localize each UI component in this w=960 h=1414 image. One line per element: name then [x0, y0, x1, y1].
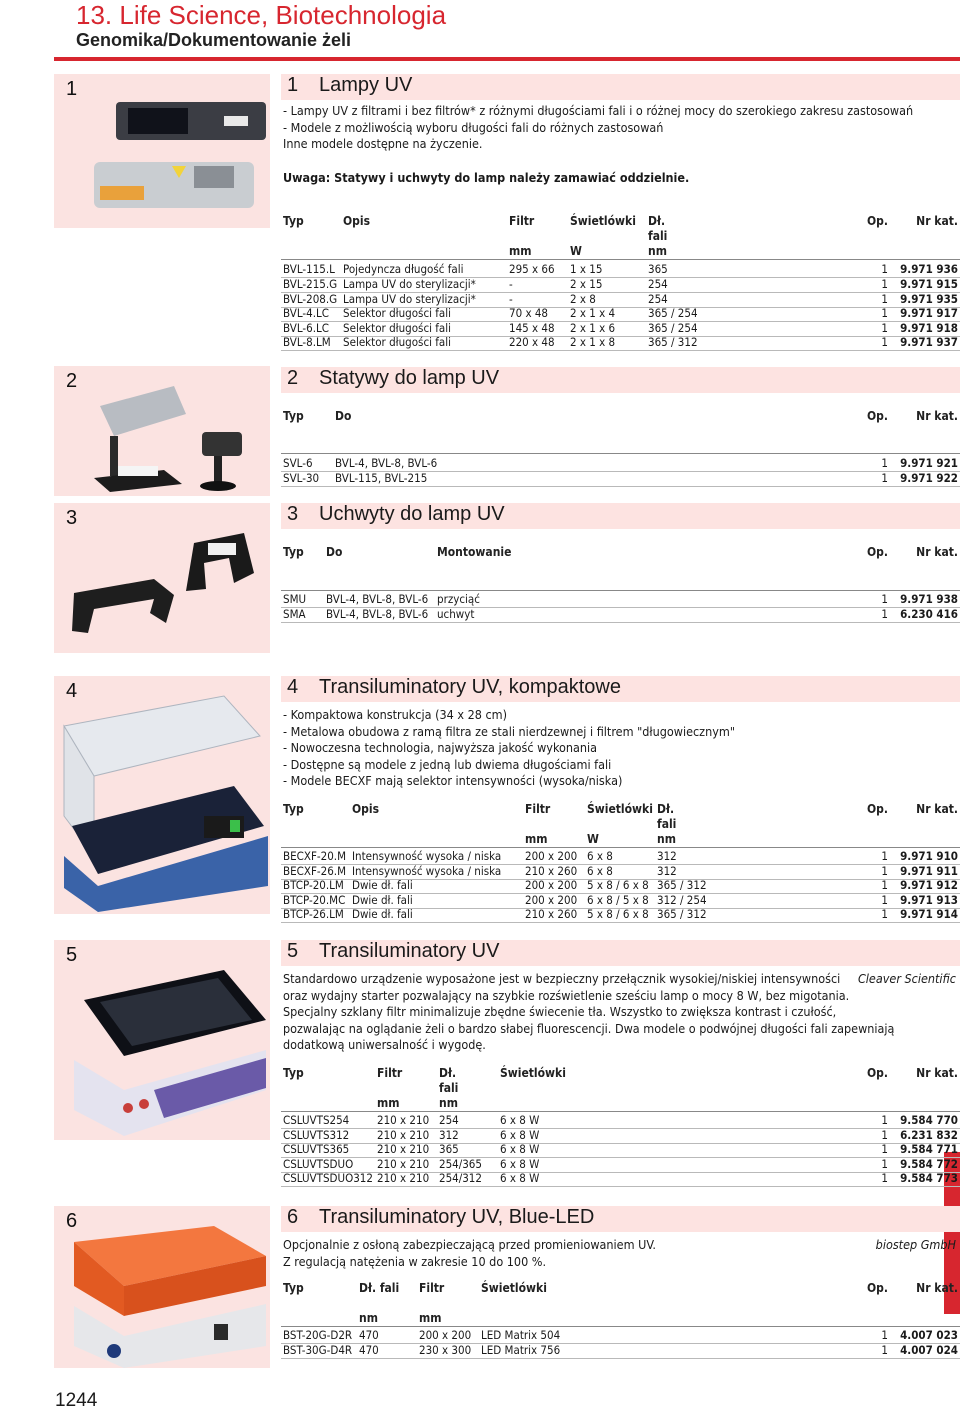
section-3-header	[281, 503, 960, 529]
table-row	[281, 471, 960, 487]
cell-filtr: 295 x 66	[509, 262, 555, 276]
cell-catalog-no: 4.007 023	[900, 1328, 958, 1342]
cell-op: 1	[881, 335, 888, 349]
table-row	[281, 277, 960, 293]
cell-op: 1	[881, 292, 888, 306]
col-header: fali	[439, 1081, 459, 1095]
cell-do: BVL-115, BVL-215	[335, 471, 428, 485]
text-line: Standardowo urządzenie wyposażone jest w bezpieczny przełącznik wysokiej/niskiej intensywności	[283, 971, 841, 986]
cell-wavelength: 254/365	[439, 1157, 482, 1171]
cell-typ: BECXF-20.M	[283, 849, 347, 863]
cell-do: BVL-4, BVL-8, BVL-6	[335, 456, 438, 470]
cell-typ: BVL-8.LM	[283, 335, 331, 349]
cell-catalog-no: 9.971 915	[900, 277, 958, 291]
col-header: Typ	[283, 409, 304, 423]
cell-lamps: 5 x 8 / 6 x 8	[587, 878, 649, 892]
cell-catalog-no: 9.971 938	[900, 592, 958, 606]
cell-filtr: 210 x 210	[377, 1171, 430, 1185]
cell-lamps: 2 x 1 x 4	[570, 306, 616, 320]
col-header: Nr kat.	[916, 1281, 958, 1295]
col-header: Op.	[866, 1066, 888, 1080]
cell-typ: BST-20G-D2R	[283, 1328, 353, 1342]
cell-opis: Dwie dł. fali	[352, 907, 413, 921]
cell-opis: Selektor długości fali	[343, 335, 452, 349]
section-1-header	[281, 74, 960, 100]
col-unit: nm	[359, 1311, 378, 1325]
cell-filtr: 200 x 200	[525, 893, 578, 907]
cell-opis: Intensywność wysoka / niska	[352, 849, 502, 863]
transilluminator-illustration	[54, 940, 270, 1140]
cell-opis: Dwie dł. fali	[352, 893, 413, 907]
col-unit: nm	[657, 832, 676, 846]
col-header: Dł.	[657, 802, 675, 816]
cell-wavelength: 254	[439, 1113, 459, 1127]
cell-lamps: 6 x 8 W	[500, 1113, 540, 1127]
cell-typ: BVL-208.G	[283, 292, 338, 306]
cell-catalog-no: 4.007 024	[900, 1343, 958, 1357]
cell-mounting: przyciąć	[437, 592, 480, 606]
col-header: Nr kat.	[916, 1066, 958, 1080]
table-header-4	[281, 802, 960, 848]
cell-op: 1	[881, 321, 888, 335]
cell-mounting: uchwyt	[437, 607, 475, 621]
cell-op: 1	[881, 306, 888, 320]
product-photo-uv-lamps	[54, 74, 270, 228]
col-header: Filtr	[525, 802, 551, 816]
text-line: - Modele z możliwością wyboru długości fali do różnych zastosowań	[283, 119, 664, 135]
cell-filtr: 210 x 210	[377, 1157, 430, 1171]
cell-op: 1	[881, 592, 888, 606]
page-title: 13. Life Science, Biotechnologia	[76, 0, 447, 30]
table-header-6	[281, 1281, 960, 1327]
cell-wavelength: 470	[359, 1328, 379, 1342]
cell-wavelength: 312	[657, 849, 677, 863]
table-row	[281, 1343, 960, 1359]
product-photo-transilluminator	[54, 940, 270, 1140]
cell-op: 1	[881, 471, 888, 485]
cell-catalog-no: 9.971 918	[900, 321, 958, 335]
table-header-3	[281, 545, 960, 591]
cell-typ: BVL-6.LC	[283, 321, 329, 335]
section-2-header	[281, 367, 960, 393]
cell-wavelength: 254/312	[439, 1171, 482, 1185]
cell-lamps: 1 x 15	[570, 262, 603, 276]
cell-op: 1	[881, 878, 888, 892]
section-4-description	[283, 707, 735, 790]
col-unit: nm	[439, 1096, 458, 1110]
col-header: Op.	[866, 1281, 888, 1295]
section-number: 2	[287, 367, 299, 389]
col-header: Nr kat.	[916, 409, 958, 423]
col-unit: mm	[377, 1096, 400, 1110]
cell-lamps: 6 x 8 W	[500, 1157, 540, 1171]
cell-typ: BTCP-20.LM	[283, 878, 344, 892]
col-header: Filtr	[377, 1066, 403, 1080]
section-1-note: Uwaga: Statywy i uchwyty do lamp należy zamawiać oddzielnie.	[283, 170, 690, 185]
cell-catalog-no: 9.971 910	[900, 849, 958, 863]
col-header: Opis	[343, 214, 371, 228]
section-title: Uchwyty do lamp UV	[319, 503, 505, 525]
cell-op: 1	[881, 1142, 888, 1156]
product-photo-holders	[54, 503, 270, 653]
header-rule	[54, 57, 960, 61]
cell-typ: BVL-215.G	[283, 277, 338, 291]
col-header: Opis	[352, 802, 380, 816]
col-header: Świetlówki	[570, 214, 636, 228]
section-number: 5	[287, 940, 299, 962]
text-line: - Modele BECXF mają selektor intensywności (wysoka/niska)	[283, 773, 623, 788]
table-row	[281, 456, 960, 472]
photo-number: 4	[66, 680, 78, 702]
cell-opis: Intensywność wysoka / niska	[352, 864, 502, 878]
cell-filtr: 230 x 300	[419, 1343, 472, 1357]
photo-number: 5	[66, 944, 78, 966]
table-row	[281, 306, 960, 322]
table-row	[281, 1171, 960, 1187]
cell-wavelength: 470	[359, 1343, 379, 1357]
photo-number: 3	[66, 507, 78, 529]
col-header: Nr kat.	[916, 802, 958, 816]
uv-lamp-illustration	[54, 74, 270, 228]
cell-op: 1	[881, 456, 888, 470]
col-header: Typ	[283, 545, 304, 559]
blue-led-illustration	[54, 1206, 270, 1368]
cell-typ: SMU	[283, 592, 307, 606]
product-photo-compact-transilluminator	[54, 676, 270, 914]
compact-transilluminator-illustration	[54, 676, 270, 914]
cell-typ: SVL-30	[283, 471, 320, 485]
col-unit: mm	[509, 244, 532, 258]
cell-opis: Selektor długości fali	[343, 321, 452, 335]
col-header: Typ	[283, 1066, 304, 1080]
table-row	[281, 592, 960, 608]
cell-catalog-no: 9.584 772	[900, 1157, 958, 1171]
photo-number: 6	[66, 1210, 78, 1232]
cell-lamps: 6 x 8 W	[500, 1171, 540, 1185]
cell-wavelength: 312 / 254	[657, 893, 707, 907]
cell-wavelength: 365 / 254	[648, 306, 698, 320]
product-photo-blue-led	[54, 1206, 270, 1368]
cell-catalog-no: 9.971 913	[900, 893, 958, 907]
cell-filtr: 220 x 48	[509, 335, 555, 349]
cell-typ: CSLUVTS254	[283, 1113, 350, 1127]
cell-wavelength: 312	[439, 1128, 459, 1142]
page-number: 1244	[55, 1390, 98, 1411]
section-title: Transiluminatory UV, Blue-LED	[319, 1206, 595, 1228]
cell-wavelength: 365 / 312	[648, 335, 698, 349]
cell-filtr: 200 x 200	[525, 849, 578, 863]
col-header: Typ	[283, 1281, 304, 1295]
cell-filtr: 70 x 48	[509, 306, 549, 320]
cell-filtr: 210 x 210	[377, 1128, 430, 1142]
table-header-5	[281, 1066, 960, 1112]
cell-op: 1	[881, 849, 888, 863]
text-line: - Dostępne są modele z jedną lub dwiema długościami fali	[283, 756, 612, 772]
cell-lamps: 6 x 8 W	[500, 1142, 540, 1156]
table-row	[281, 1142, 960, 1158]
cell-op: 1	[881, 262, 888, 276]
col-unit: mm	[419, 1311, 442, 1325]
table-header-1	[281, 214, 960, 260]
cell-typ: BECXF-26.M	[283, 864, 347, 878]
cell-catalog-no: 9.971 936	[900, 262, 958, 276]
cell-typ: CSLUVTS365	[283, 1142, 350, 1156]
cell-typ: CSLUVTS312	[283, 1128, 350, 1142]
table-rule	[281, 847, 960, 848]
section-6-header	[281, 1206, 960, 1232]
cell-op: 1	[881, 893, 888, 907]
cell-catalog-no: 9.971 921	[900, 456, 958, 470]
cell-catalog-no: 9.584 770	[900, 1113, 958, 1127]
table-rule	[281, 1111, 960, 1112]
text-line: - Metalowa obudowa z ramą filtra ze stali nierdzewnej i filtrem "długowiecznym"	[283, 723, 735, 739]
cell-lamps: 6 x 8	[587, 849, 613, 863]
cell-lamps: 6 x 8 / 5 x 8	[587, 893, 649, 907]
cell-filtr: 210 x 210	[377, 1142, 430, 1156]
cell-op: 1	[881, 907, 888, 921]
section-number: 6	[287, 1206, 299, 1228]
section-title: Transiluminatory UV, kompaktowe	[319, 676, 621, 698]
cell-typ: SMA	[283, 607, 306, 621]
section-title: Transiluminatory UV	[319, 940, 500, 962]
col-header: Do	[335, 409, 352, 423]
cell-catalog-no: 9.971 935	[900, 292, 958, 306]
table-row	[281, 1328, 960, 1344]
table-row	[281, 335, 960, 351]
col-header: Op.	[866, 214, 888, 228]
text-line: Z regulacją natężenia w zakresie 10 do 100 %.	[283, 1253, 547, 1269]
table-row	[281, 878, 960, 894]
cell-typ: BST-30G-D4R	[283, 1343, 353, 1357]
cell-opis: Lampa UV do sterylizacji*	[343, 277, 476, 291]
col-header: Dł. fali	[359, 1281, 400, 1295]
col-header: Nr kat.	[916, 545, 958, 559]
cell-op: 1	[881, 864, 888, 878]
cell-lamps: 2 x 15	[570, 277, 603, 291]
cell-wavelength: 312	[657, 864, 677, 878]
col-header: Świetlówki	[587, 802, 653, 816]
cell-typ: BVL-115.L	[283, 262, 335, 276]
page-subtitle: Genomika/Dokumentowanie żeli	[76, 30, 352, 50]
brand-name: biostep GmbH	[875, 1237, 956, 1252]
cell-filtr: 145 x 48	[509, 321, 555, 335]
col-header: Montowanie	[437, 545, 512, 559]
section-title: Lampy UV	[319, 74, 413, 96]
table-rule	[281, 453, 960, 454]
table-rule	[281, 1326, 960, 1327]
cell-typ: SVL-6	[283, 456, 313, 470]
cell-op: 1	[881, 277, 888, 291]
table-row	[281, 849, 960, 865]
table-row	[281, 907, 960, 923]
table-header-2	[281, 409, 960, 455]
cell-typ: BTCP-20.MC	[283, 893, 346, 907]
cell-do: BVL-4, BVL-8, BVL-6	[326, 607, 429, 621]
col-header: Op.	[866, 545, 888, 559]
col-header: Świetlówki	[481, 1281, 547, 1295]
cell-lamps: 2 x 1 x 6	[570, 321, 616, 335]
brand-name: Cleaver Scientific	[857, 971, 956, 986]
col-header: Op.	[866, 802, 888, 816]
col-header: Dł.	[439, 1066, 457, 1080]
cell-filtr: 200 x 200	[525, 878, 578, 892]
cell-typ: CSLUVTSDUO	[283, 1157, 354, 1171]
photo-number: 1	[66, 78, 78, 100]
cell-catalog-no: 9.971 937	[900, 335, 958, 349]
cell-lamps: LED Matrix 756	[481, 1343, 561, 1357]
table-row	[281, 607, 960, 623]
cell-do: BVL-4, BVL-8, BVL-6	[326, 592, 429, 606]
col-header: Dł.	[648, 214, 666, 228]
cell-wavelength: 365 / 312	[657, 907, 707, 921]
text-line: Opcjonalnie z osłoną zabezpieczającą przed promieniowaniem UV.	[283, 1237, 656, 1252]
cell-catalog-no: 9.971 911	[900, 864, 958, 878]
cell-catalog-no: 9.971 914	[900, 907, 958, 921]
col-unit: mm	[525, 832, 548, 846]
cell-catalog-no: 6.230 416	[900, 607, 958, 621]
cell-op: 1	[881, 607, 888, 621]
text-line: Inne modele dostępne na życzenie.	[283, 136, 483, 151]
cell-wavelength: 365 / 254	[648, 321, 698, 335]
cell-filtr: 210 x 210	[377, 1113, 430, 1127]
col-unit: nm	[648, 244, 667, 258]
cell-lamps: LED Matrix 504	[481, 1328, 561, 1342]
cell-op: 1	[881, 1113, 888, 1127]
product-photo-stands	[54, 366, 270, 496]
cell-catalog-no: 9.971 917	[900, 306, 958, 320]
table-rule	[281, 590, 960, 591]
text-line: pozwalając na oglądanie żeli o bardzo słabej fluorescencji. Dwa modele o podwójnej długości fali zapewniają	[283, 1020, 895, 1036]
col-unit: W	[587, 832, 599, 846]
cell-catalog-no: 6.231 832	[900, 1128, 958, 1142]
cell-catalog-no: 9.584 771	[900, 1142, 958, 1156]
cell-lamps: 2 x 1 x 8	[570, 335, 616, 349]
table-row	[281, 262, 960, 278]
col-header: Filtr	[509, 214, 535, 228]
stand-illustration	[54, 366, 270, 496]
cell-lamps: 6 x 8 W	[500, 1128, 540, 1142]
cell-op: 1	[881, 1343, 888, 1357]
holder-illustration	[54, 503, 270, 653]
cell-filtr: -	[509, 292, 513, 306]
cell-wavelength: 254	[648, 277, 668, 291]
cell-catalog-no: 9.971 922	[900, 471, 958, 485]
cell-filtr: 200 x 200	[419, 1328, 472, 1342]
col-header: fali	[657, 817, 677, 831]
col-header: fali	[648, 229, 668, 243]
text-line: oraz wydajny starter pozwalający na szybkie rozświetlenie sześciu lamp o mocy 8 W, bez migotania.	[283, 987, 850, 1003]
table-rule	[281, 259, 960, 260]
cell-opis: Lampa UV do sterylizacji*	[343, 292, 476, 306]
text-line: Specjalny szklany filtr minimalizuje zbędne świecenie tła. Wszystko to zwiększa kontrast i czułość,	[283, 1004, 837, 1019]
col-header: Filtr	[419, 1281, 445, 1295]
col-header: Nr kat.	[916, 214, 958, 228]
cell-opis: Dwie dł. fali	[352, 878, 413, 892]
cell-typ: BTCP-26.LM	[283, 907, 344, 921]
cell-op: 1	[881, 1157, 888, 1171]
col-header: Typ	[283, 802, 304, 816]
col-unit: W	[570, 244, 582, 258]
cell-wavelength: 254	[648, 292, 668, 306]
cell-lamps: 6 x 8	[587, 864, 613, 878]
cell-catalog-no: 9.971 912	[900, 878, 958, 892]
col-header: Typ	[283, 214, 304, 228]
cell-filtr: -	[509, 277, 513, 291]
cell-wavelength: 365	[439, 1142, 459, 1156]
cell-opis: Selektor długości fali	[343, 306, 452, 320]
text-line: - Lampy UV z filtrami i bez filtrów* z różnymi długościami fali i o różnej mocy do szerokiego zakresu zastosowań	[283, 103, 914, 118]
cell-op: 1	[881, 1128, 888, 1142]
text-line: dodatkową uniwersalność i wygodę.	[283, 1037, 486, 1052]
section-6-description	[283, 1237, 656, 1270]
col-header: Świetlówki	[500, 1066, 566, 1080]
col-header: Do	[326, 545, 343, 559]
section-number: 3	[287, 503, 299, 525]
cell-catalog-no: 9.584 773	[900, 1171, 958, 1185]
section-4-header	[281, 676, 960, 702]
cell-opis: Pojedyncza długość fali	[343, 262, 464, 276]
cell-filtr: 210 x 260	[525, 907, 578, 921]
cell-wavelength: 365 / 312	[657, 878, 707, 892]
cell-typ: CSLUVTSDUO312	[283, 1171, 373, 1185]
cell-filtr: 210 x 260	[525, 864, 578, 878]
section-5-header	[281, 940, 960, 966]
cell-lamps: 5 x 8 / 6 x 8	[587, 907, 649, 921]
col-header: Op.	[866, 409, 888, 423]
section-number: 1	[287, 74, 299, 96]
section-1-description	[283, 103, 913, 153]
section-5-description	[283, 971, 894, 1054]
cell-op: 1	[881, 1171, 888, 1185]
cell-lamps: 2 x 8	[570, 292, 596, 306]
section-number: 4	[287, 676, 299, 698]
table-row	[281, 1113, 960, 1129]
cell-op: 1	[881, 1328, 888, 1342]
text-line: - Nowoczesna technologia, najwyższa jakość wykonania	[283, 740, 598, 755]
cell-typ: BVL-4.LC	[283, 306, 329, 320]
photo-number: 2	[66, 370, 78, 392]
section-title: Statywy do lamp UV	[319, 367, 500, 389]
text-line: - Kompaktowa konstrukcja (34 x 28 cm)	[283, 707, 507, 722]
cell-wavelength: 365	[648, 262, 668, 276]
